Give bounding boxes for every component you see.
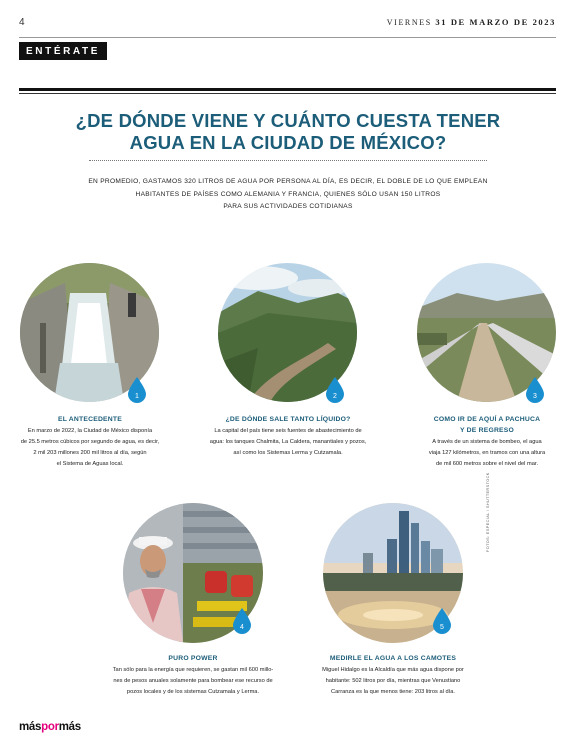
water-drop-icon	[324, 376, 346, 404]
caption-antecedente	[10, 414, 170, 470]
section-thin-rule	[19, 93, 556, 94]
caption-body: Miguel Hidalgo es la Alcaldía que más agua dispone por habitante: 502 litros por día, mientras que Venustiano Carranza es la que menos tiene: 203 litros al día.	[322, 667, 464, 695]
caption-puro-power	[103, 653, 283, 698]
intro-line-2: HABITANTES DE PAÍSES COMO ALEMANIA Y FRANCIA, QUIENES SÓLO USAN 150 LITROS	[135, 190, 441, 198]
water-drop-icon	[231, 607, 253, 635]
caption-body: La capital del país tiene seis fuentes de abastecimiento de agua: los tanques Chalmita, La Caldera, manantiales y pozos, así como los Sistemas Lerma y Cutzamala.	[209, 428, 367, 456]
caption-body: En marzo de 2022, la Ciudad de México disponía de 25.5 metros cúbicos por segundo de agua, es decir, 2 mil 203 millones 200 mil litros al día, según el Sistema de Aguas local.	[20, 428, 160, 467]
item-5-number: 5	[440, 624, 444, 631]
section-tag: ENTÉRATE	[19, 42, 107, 60]
section-thick-rule	[19, 88, 556, 91]
item-1-number: 1	[135, 393, 139, 400]
date-weekday: VIERNES	[386, 18, 432, 27]
intro-text	[80, 176, 496, 214]
caption-fuentes	[198, 414, 378, 459]
dotted-divider	[89, 160, 487, 161]
photo-credit: FOTOS: ESPECIAL / SHUTTERSTOCK	[486, 472, 490, 552]
item-3-number: 3	[533, 393, 537, 400]
caption-camotes	[303, 653, 483, 698]
item-4-number: 4	[240, 624, 244, 631]
intro-line-1: EN PROMEDIO, GASTAMOS 320 LITROS DE AGUA POR PERSONA AL DÍA, ES DECIR, EL DOBLE DE LO QUE EMPLEAN	[88, 178, 488, 185]
headline-line-2: AGUA EN LA CIUDAD DE MÉXICO?	[129, 132, 447, 153]
brand-logo: máspormás	[19, 721, 81, 733]
caption-title: ¿DE DÓNDE SALE TANTO LÍQUIDO?	[225, 416, 351, 423]
date-rest: 31 DE MARZO DE 2023	[435, 17, 556, 27]
caption-pachuca	[410, 414, 564, 470]
headline	[40, 110, 536, 154]
caption-body: A través de un sistema de bombeo, el agua viaja 127 kilómetros, en tramos con una altura de mil 600 metros sobre el nivel del mar.	[428, 439, 546, 467]
caption-title: COMO IR DE AQUÍ A PACHUCA Y DE REGRESO	[433, 416, 541, 434]
item-2-number: 2	[333, 393, 337, 400]
issue-date	[387, 17, 556, 27]
caption-body: Tan sólo para la energía que requieren, se gastan mil 600 millo- nes de pesos anuales solamente para bombear ese recurso de pozos locales y de los sistemas Cutzamala y Lerma.	[112, 667, 274, 695]
intro-line-3: PARA SUS ACTIVIDADES COTIDIANAS	[223, 203, 353, 210]
page-number: 4	[19, 17, 25, 28]
headline-line-1: ¿DE DÓNDE VIENE Y CUÁNTO CUESTA TENER	[75, 110, 501, 131]
header-rule	[19, 37, 556, 38]
caption-title: EL ANTECEDENTE	[58, 416, 122, 423]
caption-title: PURO POWER	[168, 655, 218, 662]
water-drop-icon	[126, 376, 148, 404]
water-drop-icon	[524, 376, 546, 404]
water-drop-icon	[431, 607, 453, 635]
caption-title: MEDIRLE EL AGUA A LOS CAMOTES	[329, 655, 457, 662]
